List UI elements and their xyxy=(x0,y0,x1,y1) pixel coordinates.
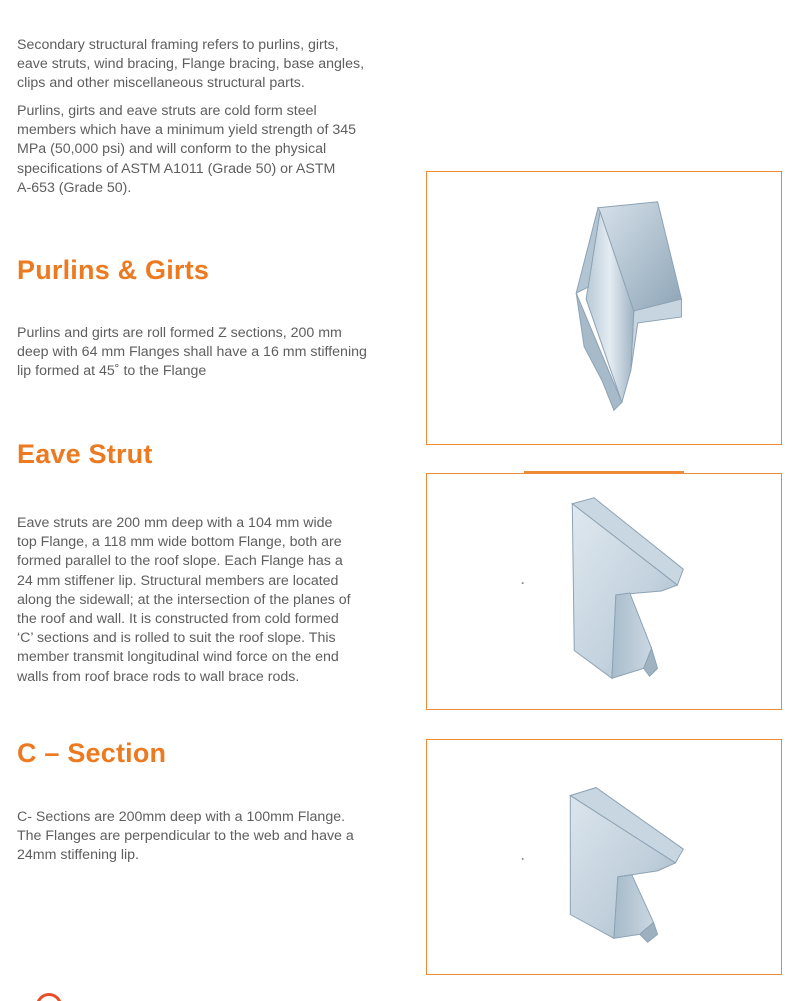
decorative-circle-mark xyxy=(36,993,62,1001)
eave-strut-heading: Eave Strut xyxy=(17,439,153,469)
c-section-image xyxy=(426,739,782,975)
z-section-purlin-illustration xyxy=(427,172,781,444)
purlins-girts-text: Purlins and girts are roll formed Z sections, 200 mm deep with 64 mm Flanges shall have a 16 mm stiffening lip formed at 45˚ to the Flange xyxy=(17,325,367,380)
eave-strut-illustration xyxy=(427,474,781,709)
c-section-heading: C – Section xyxy=(17,738,167,768)
z-section-purlin-image xyxy=(426,171,782,445)
eave-strut-text: Eave struts are 200 mm deep with a 104 mm wide top Flange, a 118 mm wide bottom Flange, both are formed parallel to the roof slope. Each Flange has a 24 mm stiffener lip. Structural members are located along the sidewall; at the intersection of the planes of the roof and wall. It is constructed from cold formed ‘C’ sections and is rolled to suit the roof slope. This member transmit longitudinal wind force on the end walls from roof brace rods to wall brace rods. xyxy=(17,515,351,685)
c-section-illustration xyxy=(427,740,781,974)
eave-strut-image xyxy=(426,473,782,710)
purlins-girts-heading: Purlins & Girts xyxy=(17,255,210,285)
c-section-text: C- Sections are 200mm deep with a 100mm Flange. The Flanges are perpendicular to the web and have a 24mm stiffening lip. xyxy=(17,809,354,864)
intro-paragraph-1: Secondary structural framing refers to purlins, girts, eave struts, wind bracing, Flange bracing, base angles, clips and other miscellaneous structural parts. xyxy=(17,37,365,92)
intro-paragraph-2: Purlins, girts and eave struts are cold form steel members which have a minimum yield strength of 345 MPa (50,000 psi) and will conform to the physical specifications of ASTM A1011 (Grade 50) or ASTM A-653 (Grade 50). xyxy=(17,103,357,196)
